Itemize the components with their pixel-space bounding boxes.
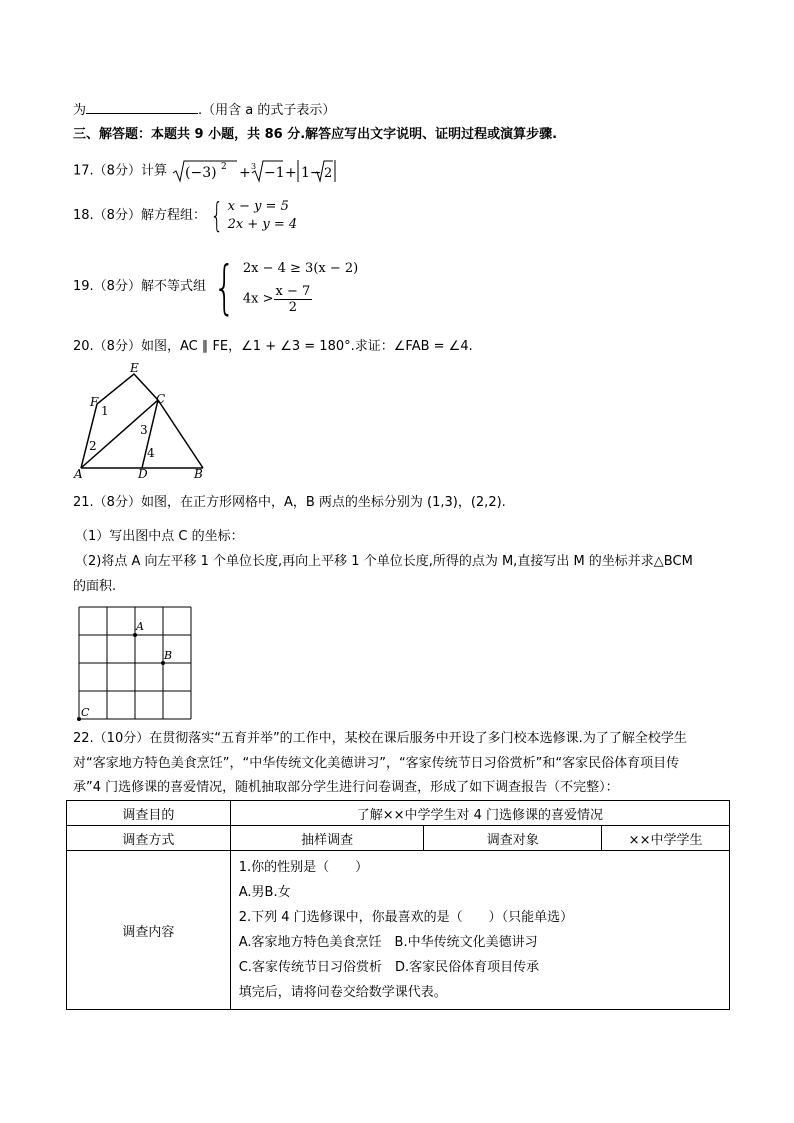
answer-blank (86, 100, 198, 114)
label-A: A (74, 467, 83, 480)
q18-label: 18.（8分）解方程组： (73, 208, 206, 223)
q18-eq2: 2x + y = 4 (227, 217, 298, 232)
q19-ineq2 (243, 284, 358, 315)
svg-text:+: + (239, 165, 251, 181)
content-line: A.男B.女 (238, 885, 291, 900)
content-cell (230, 851, 729, 1010)
label-E: E (130, 361, 139, 375)
q22-line2: 对“客家地方特色美食烹饪”，“中华传统文化美德讲习”，“客家传统节日习俗赏析”和“客家民俗体育项目传 (73, 756, 680, 771)
label-B: B (194, 467, 203, 480)
angle-2: 2 (89, 439, 97, 453)
survey-table (66, 800, 730, 1010)
figure-20 (70, 360, 220, 480)
method-value: 抽样调查 (230, 826, 424, 851)
svg-text:2: 2 (221, 162, 227, 172)
grid-figure (76, 604, 194, 722)
question-21: 21.（8分）如图，在正方形网格中，A，B 两点的坐标分别为 (1,3)，(2,2). (73, 495, 506, 510)
content-line: 1.你的性别是（ ） (238, 860, 369, 875)
q22-line3: 承”4 门选修课的喜爱情况，随机抽取部分学生进行问卷调查，形成了如下调查报告（不完整）： (73, 780, 619, 795)
question-17 (73, 158, 336, 184)
svg-text:3: 3 (251, 162, 257, 171)
q17-label: 17.（8分）计算 (73, 163, 167, 179)
purpose-value: 了解××中学学生对 4 门选修课的喜爱情况 (230, 801, 729, 826)
q19-ineq2-left: 4x > (242, 291, 274, 306)
svg-text:(−3): (−3) (185, 165, 217, 181)
grid-label-A: A (136, 620, 144, 633)
content-label: 调查内容 (67, 851, 231, 1010)
q16-answer-line (73, 100, 335, 120)
label-C: C (156, 392, 166, 406)
angle-3: 3 (140, 423, 148, 437)
content-line: A.客家地方特色美食烹饪 B.中华传统文化美德讲习 (238, 935, 538, 950)
content-line: 填完后，请将问卷交给数学课代表。 (238, 985, 447, 1000)
q19-system (243, 260, 358, 315)
purpose-label: 调查目的 (67, 801, 231, 826)
fraction-numerator: x − 7 (275, 283, 311, 299)
table-row (67, 826, 730, 851)
target-value: ××中学学生 (602, 826, 730, 851)
q19-fraction (274, 284, 313, 315)
left-brace: { (213, 253, 236, 321)
table-row (67, 801, 730, 826)
label-F: F (90, 395, 99, 409)
section-heading: 三、解答题：本题共 9 小题，共 86 分.解答应写出文字说明、证明过程或演算步骤. (73, 127, 558, 142)
q18-eq1: x − y = 5 (227, 199, 289, 214)
fraction-denominator: 2 (288, 299, 298, 315)
left-brace: { (210, 196, 224, 236)
point-A (133, 633, 137, 637)
question-18 (73, 198, 297, 234)
q21-part2-cont: 的面积. (73, 579, 117, 594)
angle-4: 4 (147, 446, 155, 460)
method-label: 调查方式 (67, 826, 231, 851)
svg-text:1−: 1− (301, 165, 322, 181)
q18-system (228, 198, 298, 234)
target-label: 调查对象 (424, 826, 602, 851)
grid-label-C: C (81, 706, 90, 719)
q16-prefix: 为 (73, 103, 87, 118)
angle-1: 1 (101, 404, 109, 418)
q16-suffix: .（用含 a 的式子表示） (198, 103, 336, 118)
svg-text:−1: −1 (264, 165, 285, 181)
question-19 (73, 253, 359, 321)
grid-label-B: B (164, 649, 173, 662)
label-D: D (138, 467, 148, 480)
table-row (67, 851, 730, 1010)
question-20: 20.（8分）如图，AC ∥ FE，∠1 + ∠3 = 180°.求证：∠FAB = ∠4. (73, 339, 473, 354)
q21-part2: （2)将点 A 向左平移 1 个单位长度,再向上平移 1 个单位长度,所得的点为 M,直接写出 M 的坐标并求△BCM (75, 554, 693, 569)
q22-line1: 22.（10分）在贯彻落实“五育并举”的工作中，某校在课后服务中开设了多门校本选修课.为了了解全校学生 (73, 731, 687, 746)
content-line: 2.下列 4 门选修课中，你最喜欢的是（ ）（只能单选） (238, 910, 574, 925)
q17-expression (171, 158, 336, 184)
svg-text:2: 2 (324, 166, 333, 181)
content-line: C.客家传统节日习俗赏析 D.客家民俗体育项目传承 (238, 960, 540, 975)
q19-ineq1: 2x − 4 ≥ 3(x − 2) (242, 260, 359, 276)
q21-part1: （1）写出图中点 C 的坐标： (75, 529, 244, 544)
svg-text:+: + (285, 165, 297, 181)
q19-label: 19.（8分）解不等式组 (73, 279, 206, 294)
